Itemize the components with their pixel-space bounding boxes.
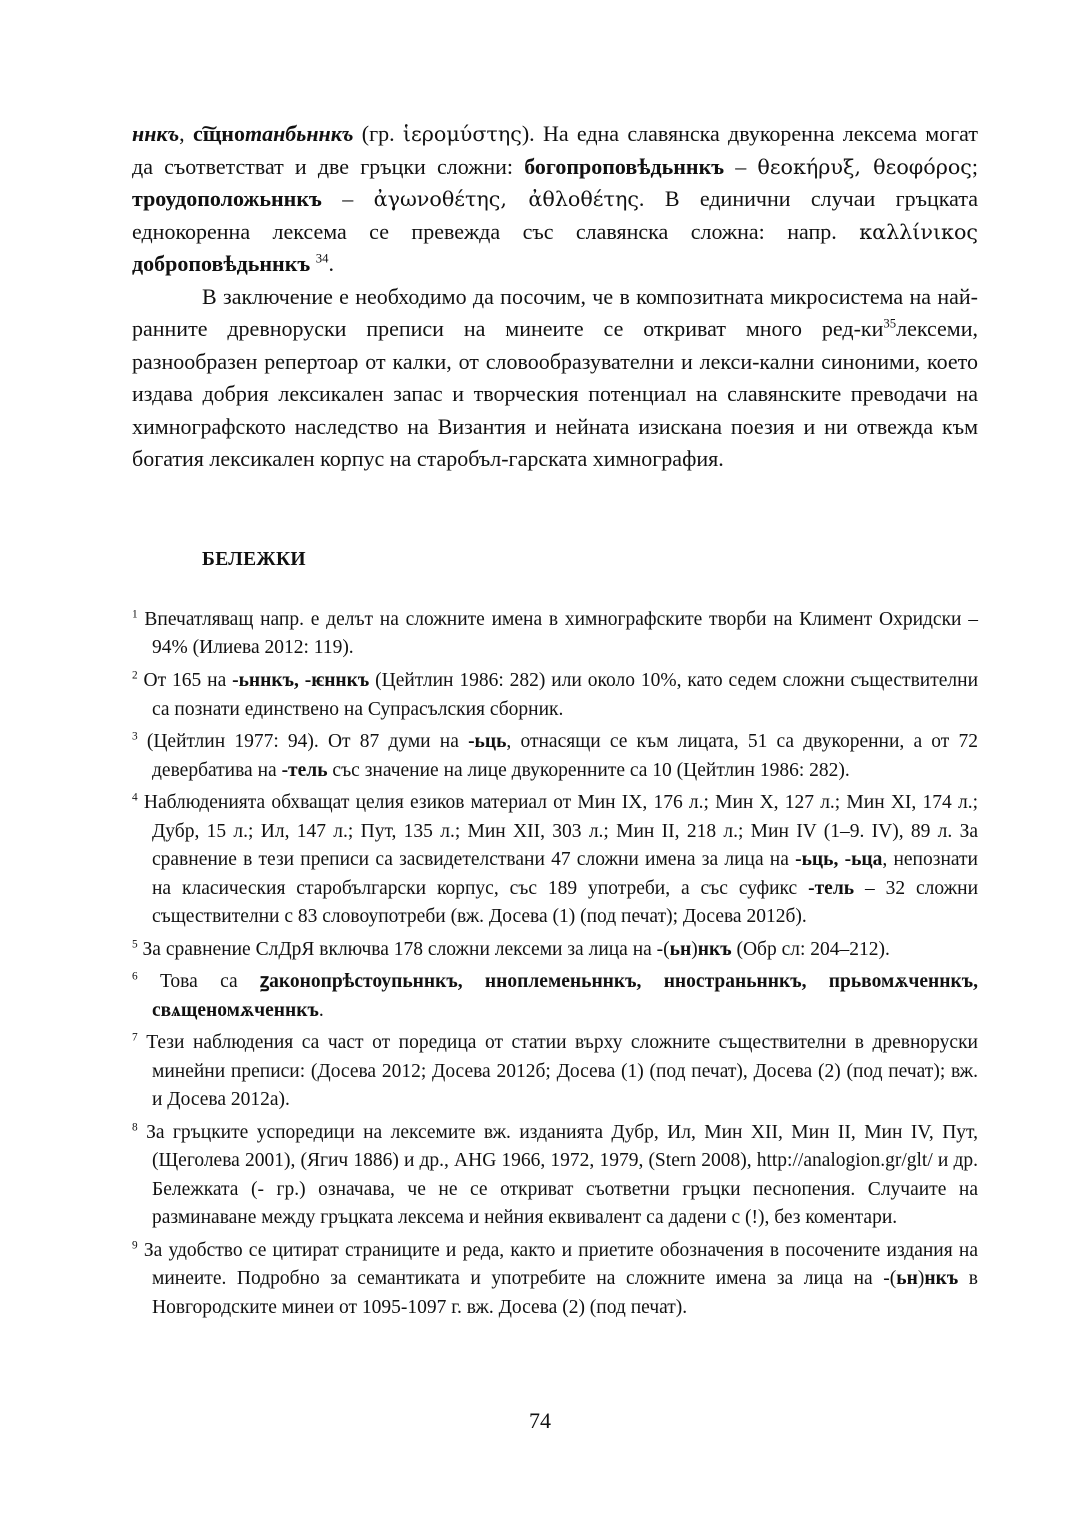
footnote-9 [132, 1237, 978, 1322]
body-paragraph [132, 118, 978, 281]
text-run: ). На една славянска двукоренна лексема могат да съответстват и две гръцки сложни: [132, 121, 978, 179]
text-run: със значение на лице двукоренните са 10 (Цейтлин 1986: 282). [327, 759, 850, 781]
footnote-ref: 6 [132, 971, 138, 984]
text-run: (гр. [353, 121, 403, 146]
text-run: ) [917, 1268, 925, 1290]
slavonic-word: ьн [669, 938, 692, 960]
slavonic-word: -ьннкъ, -ѥннкъ [232, 670, 370, 692]
text-run: За удобство се цитират страниците и реда, както и приетите обозначения в посочените издания на минеите. Подробно за семантиката и употребите на сложните имена за лица на -( [137, 1239, 978, 1290]
text-run: От 165 на [137, 670, 233, 692]
text-run: в Новгородските минеи от 1095-1097 г. вж. Досева (2) (под печат). [152, 1268, 978, 1318]
footnote-ref: 8 [132, 1121, 138, 1134]
slavonic-word: -ьць [468, 731, 507, 753]
footnote-ref: 2 [132, 669, 138, 682]
slavonic-word: ꙁаконопрѣстоупьннкъ, ннoплеменьннкъ, ннoстраньннкъ, прьвомѫченнкъ, свѧщеномѫченнкъ [152, 971, 978, 1021]
text-run: Тези наблюдения са част от поредица от статии върху сложните съществителни в древноруски минейни преписи: (Досева 2012; Досева 2012б; Досева (1) (под печат), Досева (2) (под печат); вж. и Досева 2012а). [137, 1032, 978, 1111]
greek-word: καλλίνικος [859, 219, 978, 244]
slavonic-word: -тель [808, 877, 855, 899]
text-run: (Цейтлин 1986: 282) или около 10%, като седем сложни съществителни са познати единствено на Супрасълския сборник. [152, 670, 979, 720]
text-run: Впечатляващ напр. е делът на сложните имена в химнографските творби на Климент Охридски – 94% (Илиева 2012: 119). [137, 609, 978, 659]
notes-heading: БЕЛЕЖКИ [202, 549, 306, 570]
footnote-8 [132, 1119, 978, 1233]
footnote-7 [132, 1029, 978, 1114]
slavonic-word: нкъ [697, 938, 732, 960]
footnote-2 [132, 667, 978, 724]
text-run: – [321, 186, 374, 211]
text-run: За сравнение СлДрЯ включва 178 сложни лексеми за лица на -( [137, 938, 670, 960]
slavonic-word: -ьць, -ьца [795, 849, 883, 871]
footnote-ref: 5 [132, 938, 138, 951]
text-run: , [179, 121, 193, 146]
footnote-3 [132, 728, 978, 785]
text-run: , отнасящи се към лицата, 51 са двукоренни, а от 72 девербатива на [152, 731, 978, 781]
footnote-ref: 3 [132, 730, 138, 743]
page-number: 74 [529, 1408, 551, 1433]
slavonic-word: нкъ [924, 1268, 959, 1290]
footnote-ref: 9 [132, 1239, 138, 1252]
body-text [132, 118, 978, 476]
footnote-ref: 7 [132, 1032, 138, 1045]
text-run: ; [971, 153, 978, 179]
footnote-ref: 34 [315, 251, 329, 266]
slavonic-word: ьн [896, 1268, 918, 1290]
text-run: . [328, 251, 334, 276]
footnote-ref: 1 [132, 608, 138, 621]
text-run: – [724, 153, 758, 179]
footnote-1 [132, 606, 978, 663]
greek-word: ἱερομύστης [402, 122, 522, 146]
text-run: За гръцките успоредици на лексемите вж. изданията Дубр, Ил, Мин XII, Мин II, Мин IV, Пут, (Щеголева 2001), (Ягич 1886) и др., AHG 1966, 1972, 1979, (Stern 2008), http://analogion.gr/glt/ и др. Бележката (- гр.) означава, че не се откриват съответни гръцки песнопения. Случаите на разминаване между гръцката лексема и нейния еквивалент са дадени с (!), без коментари. [137, 1121, 978, 1229]
slavonic-word: с͠щно [192, 121, 245, 146]
notes-list [132, 606, 978, 1326]
footnote-ref: 4 [132, 791, 138, 804]
slavonic-word: доброповѣдьннкъ [132, 251, 311, 276]
text-run: ) [691, 938, 698, 960]
text-run: – 32 сложни съществителни с 83 словоупотреби (вж. Досева (1) (под печат); Досева 2012б). [152, 877, 979, 927]
text-run: Това са [137, 971, 260, 993]
footnote-4 [132, 789, 978, 931]
greek-word: ἀγωνοθέτης, ἀθλοθέτης [373, 187, 639, 211]
footnote-ref: 35 [883, 316, 897, 331]
slavonic-word: богопроповѣдьннкъ [524, 153, 725, 179]
text-run: В заключение е необходимо да посочим, че в композитната микросистема на най-ранните древноруски преписи на минеите се откриват много ред-ки [132, 283, 978, 341]
text-run: , непознати на класическия старобългарски корпус, със 189 употреби, а със суфикс [152, 849, 978, 899]
footnote-5 [132, 936, 978, 964]
footnote-6 [132, 968, 978, 1025]
slavonic-word: троудоположьннкъ [132, 186, 322, 211]
text-run: . В единични случаи гръцката еднокоренна лексема се превежда със славянска сложна: напр. [132, 186, 978, 244]
body-paragraph [132, 281, 978, 476]
text-run: (Цейтлин 1977: 94). От 87 думи на [137, 731, 469, 753]
text-run: Наблюденията обхващат целия езиков материал от Мин IX, 176 л.; Мин X, 127 л.; Мин XI, 174 л.; Дубр, 15 л.; Ил, 147 л.; Пут, 135 л.; Мин XII, 303 л.; Мин II, 218 л.; Мин IV (1–9. IV), 89 л. За сравнение в тези преписи са засвидетелствани 47 сложни имена за лица на [137, 792, 978, 871]
greek-word: θεοκήρυξ, θεοφόρος [757, 154, 972, 179]
text-run: лексеми, разнообразен репертоар от калки, от словообразувателни и лекси-кални синоними, което издава добрия лексикален запас и творческия потенциал на славянските преводачи на химнографското наследство на Византия и нейната изискана поезия и ни отвежда към богатия лексикален корпус на старобъл-гарската химнография. [132, 316, 978, 471]
slavonic-word: танбьннкъ [244, 121, 354, 146]
text-run: . [318, 999, 324, 1021]
text-run: (Обр сл: 204–212). [731, 938, 890, 960]
slavonic-word: -тель [281, 759, 328, 781]
slavonic-word: ннкъ [132, 121, 180, 146]
